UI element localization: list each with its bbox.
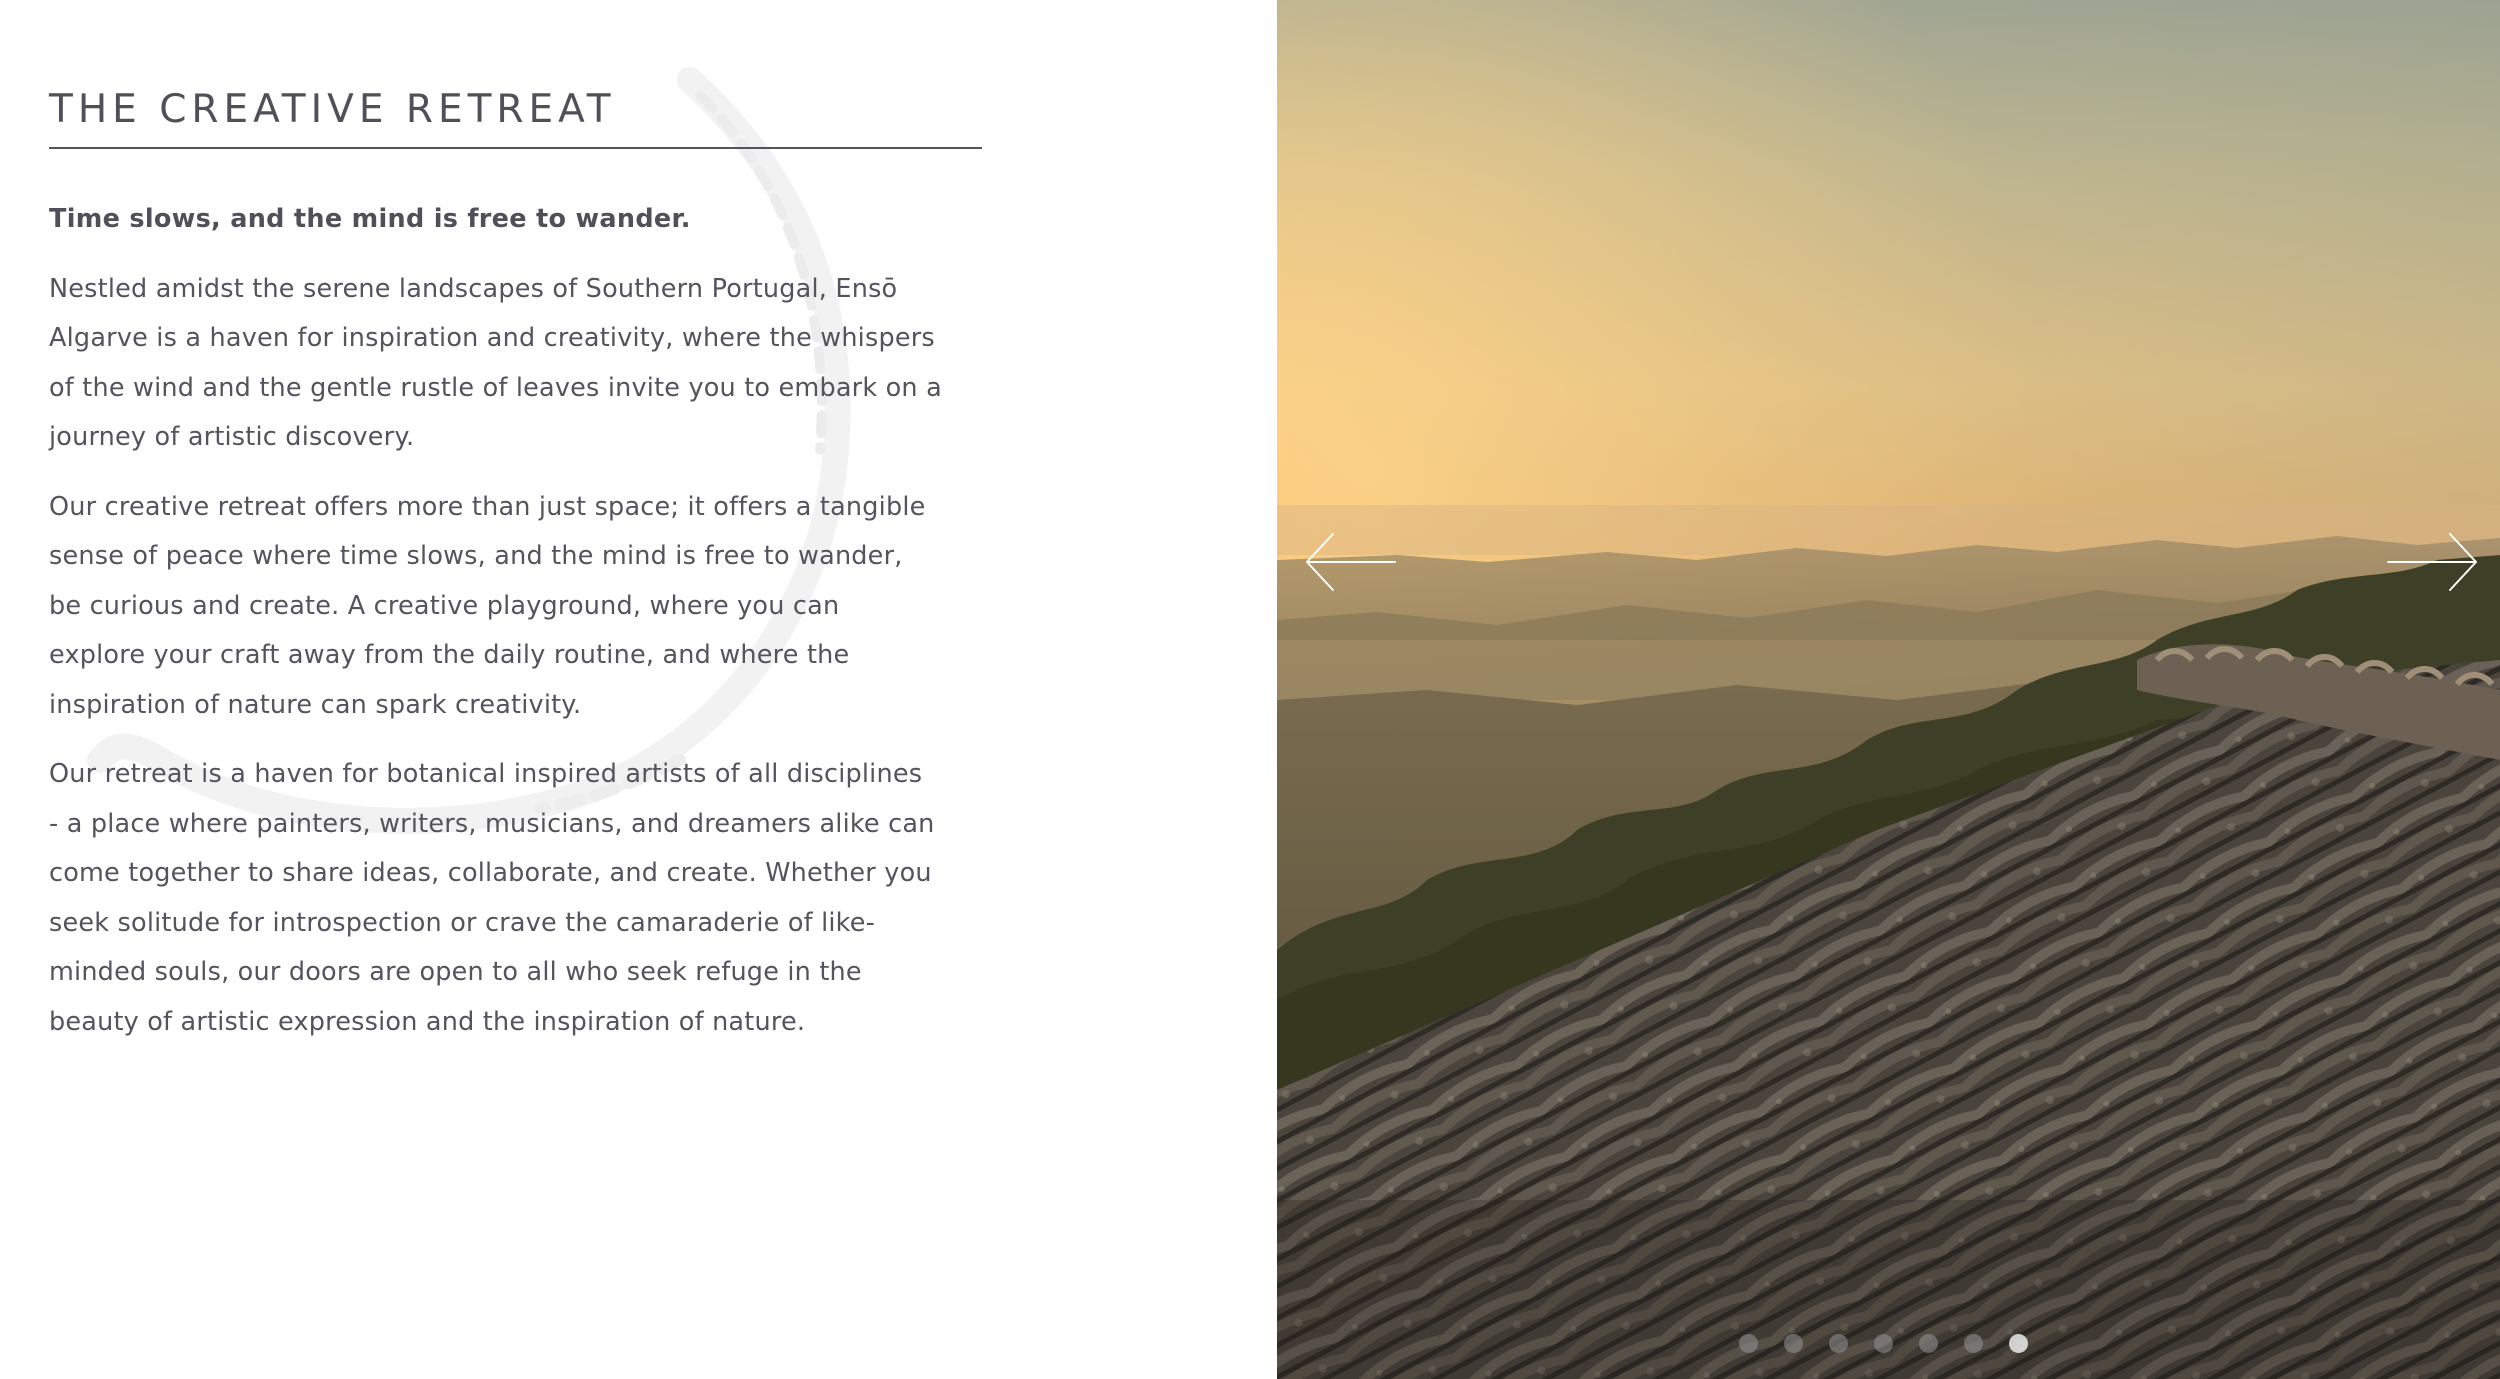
paragraph-line: Nestled amidst the serene landscapes of Southern Portugal, Ensō [49, 273, 898, 304]
paragraph-line: sense of peace where time slows, and the mind is free to wander, [49, 541, 903, 571]
paragraph-line: of the wind and the gentle rustle of leaves invite you to embark on a [49, 372, 942, 403]
lead-text: Time slows, and the mind is free to wander. [49, 204, 691, 234]
paragraph-line: Our retreat is a haven for botanical inspired artists of all disciplines [49, 759, 923, 789]
paragraph-line: minded souls, our doors are open to all who seek refuge in the [49, 957, 862, 987]
paragraph-line: - a place where painters, writers, musicians, and dreamers alike can [49, 808, 935, 839]
carousel-dot[interactable] [1964, 1334, 1983, 1353]
text-content [49, 80, 982, 1047]
paragraph-line: Algarve is a haven for inspiration and creativity, where the whispers [49, 323, 935, 353]
carousel-dot[interactable] [1874, 1334, 1893, 1353]
paragraph-line: Our creative retreat offers more than just space; it offers a tangible [49, 491, 926, 522]
arrow-left-icon[interactable] [1303, 530, 1403, 594]
paragraph-intro [49, 265, 982, 463]
paragraph-line: come together to share ideas, collaborate, and create. Whether you [49, 858, 932, 888]
carousel-dot[interactable] [1829, 1334, 1848, 1353]
carousel-dot[interactable] [1919, 1334, 1938, 1353]
carousel-pagination [1739, 1334, 2028, 1353]
paragraph-line: journey of artistic discovery. [49, 422, 415, 452]
section-title: THE CREATIVE RETREAT [49, 80, 982, 149]
paragraph-line: seek solitude for introspection or crave the camaraderie of like- [49, 907, 876, 938]
paragraph-community [49, 750, 982, 1047]
paragraph-line: explore your craft away from the daily routine, and where the [49, 640, 850, 670]
image-carousel[interactable] [1277, 0, 2500, 1379]
paragraph-line: beauty of artistic expression and the inspiration of nature. [49, 1006, 806, 1037]
arrow-right-icon[interactable] [2380, 530, 2480, 594]
carousel-dot[interactable] [1784, 1334, 1803, 1353]
paragraph-retreat [49, 483, 982, 731]
paragraph-line: inspiration of nature can spark creativity. [49, 689, 582, 720]
sunset-rooftop-photo [1277, 0, 2500, 1379]
paragraph-line: be curious and create. A creative playground, where you can [49, 590, 840, 621]
carousel-dot[interactable] [1739, 1334, 1758, 1353]
carousel-dot-active[interactable] [2009, 1334, 2028, 1353]
